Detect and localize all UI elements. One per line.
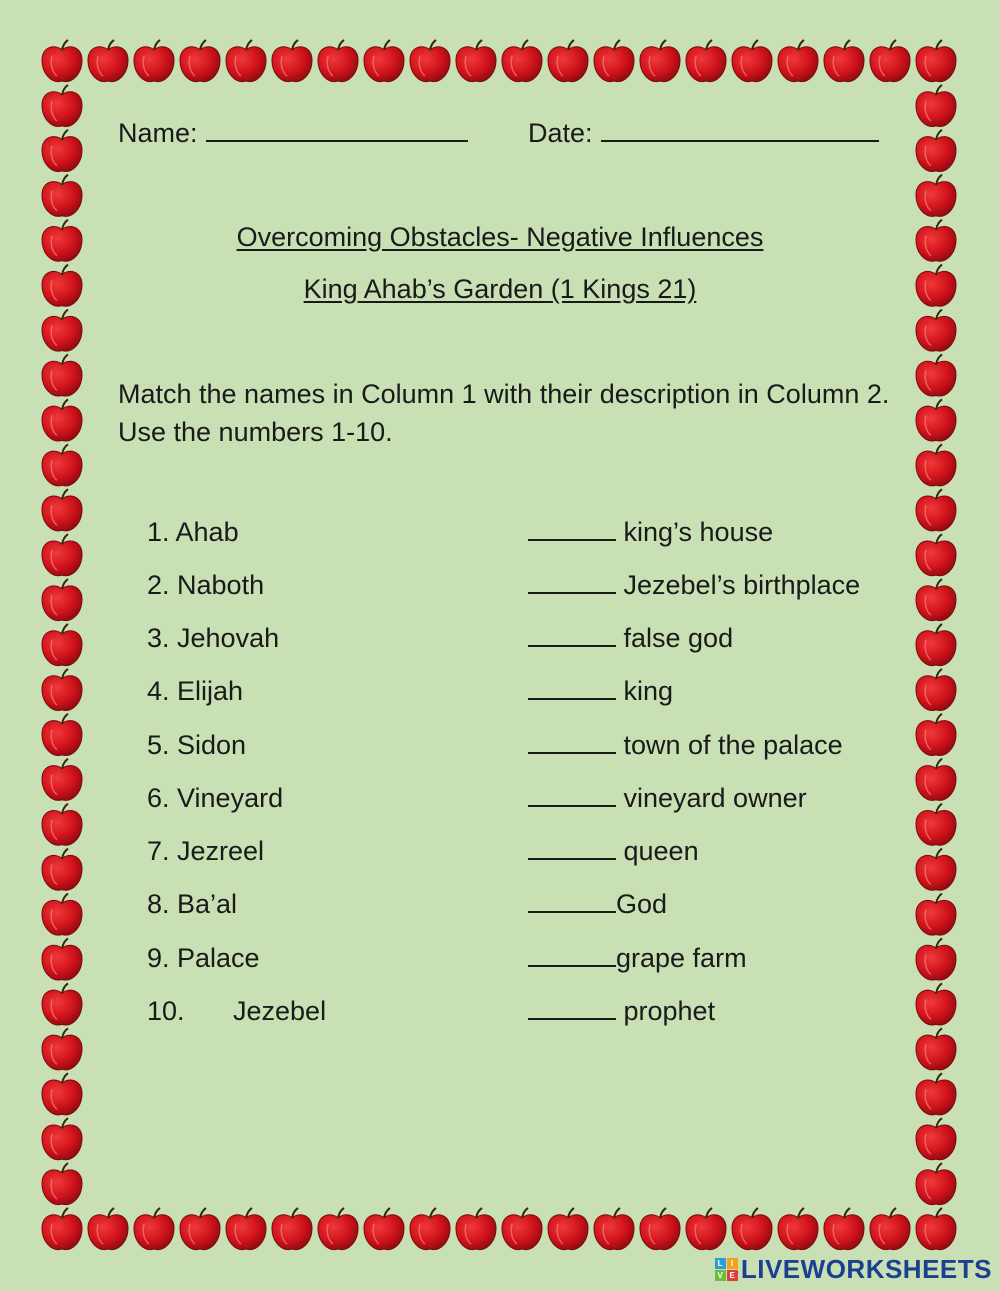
answer-blank[interactable] (528, 732, 616, 754)
column2-item (528, 783, 807, 814)
date-row (528, 118, 879, 149)
column2-item (528, 517, 773, 548)
answer-blank[interactable] (528, 519, 616, 541)
column2-item (528, 623, 733, 654)
answer-blank[interactable] (528, 838, 616, 860)
column1-item: 7. Jezreel (147, 836, 265, 866)
answer-blank[interactable] (528, 678, 616, 700)
column1-item: 4. Elijah (147, 676, 244, 706)
answer-blank[interactable] (528, 785, 616, 807)
column2-item (528, 730, 843, 761)
column1-item-name: Jezebel (233, 996, 327, 1026)
column1-item (147, 996, 326, 1027)
column2-item (528, 676, 673, 707)
column2-item (528, 996, 715, 1027)
column2-description: queen (616, 836, 699, 866)
column2-item (528, 943, 747, 974)
instructions: Match the names in Column 1 with their description in Column 2. Use the numbers 1-10. (118, 379, 890, 447)
liveworksheets-mark-icon: L I V E (715, 1258, 738, 1281)
column1-item: 6. Vineyard (147, 783, 284, 813)
answer-blank[interactable] (528, 998, 616, 1020)
name-field[interactable] (206, 118, 468, 142)
column2-description: God (616, 889, 668, 919)
column2-item (528, 889, 667, 920)
column1-item: 9. Palace (147, 943, 260, 973)
answer-blank[interactable] (528, 945, 616, 967)
column1-item: 1. Ahab (147, 517, 239, 547)
answer-blank[interactable] (528, 572, 616, 594)
column1-item-number: 10. (147, 996, 185, 1026)
answer-blank[interactable] (528, 891, 616, 913)
name-row (118, 118, 468, 149)
column1-item: 5. Sidon (147, 730, 247, 760)
column2-description: king’s house (616, 517, 774, 547)
logo-text: LIVEWORKSHEETS (740, 1254, 992, 1284)
column2-description: prophet (616, 996, 716, 1026)
column2-item (528, 836, 699, 867)
column2-description: false god (616, 623, 734, 653)
column1-item: 3. Jehovah (147, 623, 280, 653)
worksheet-subtitle: King Ahab’s Garden (1 Kings 21) (303, 274, 697, 304)
column1-item: 8. Ba’al (147, 889, 238, 919)
liveworksheets-logo[interactable] (715, 1254, 992, 1285)
column2-description: king (616, 676, 674, 706)
name-label: Name: (118, 118, 198, 148)
column2-item (528, 570, 860, 601)
column2-description: vineyard owner (616, 783, 807, 813)
worksheet-title: Overcoming Obstacles- Negative Influences (236, 222, 764, 252)
column2-description: town of the palace (616, 730, 843, 760)
answer-blank[interactable] (528, 625, 616, 647)
date-field[interactable] (601, 118, 879, 142)
column2-description: grape farm (616, 943, 747, 973)
column1-item: 2. Naboth (147, 570, 265, 600)
date-label: Date: (528, 118, 593, 148)
column2-description: Jezebel’s birthplace (616, 570, 861, 600)
